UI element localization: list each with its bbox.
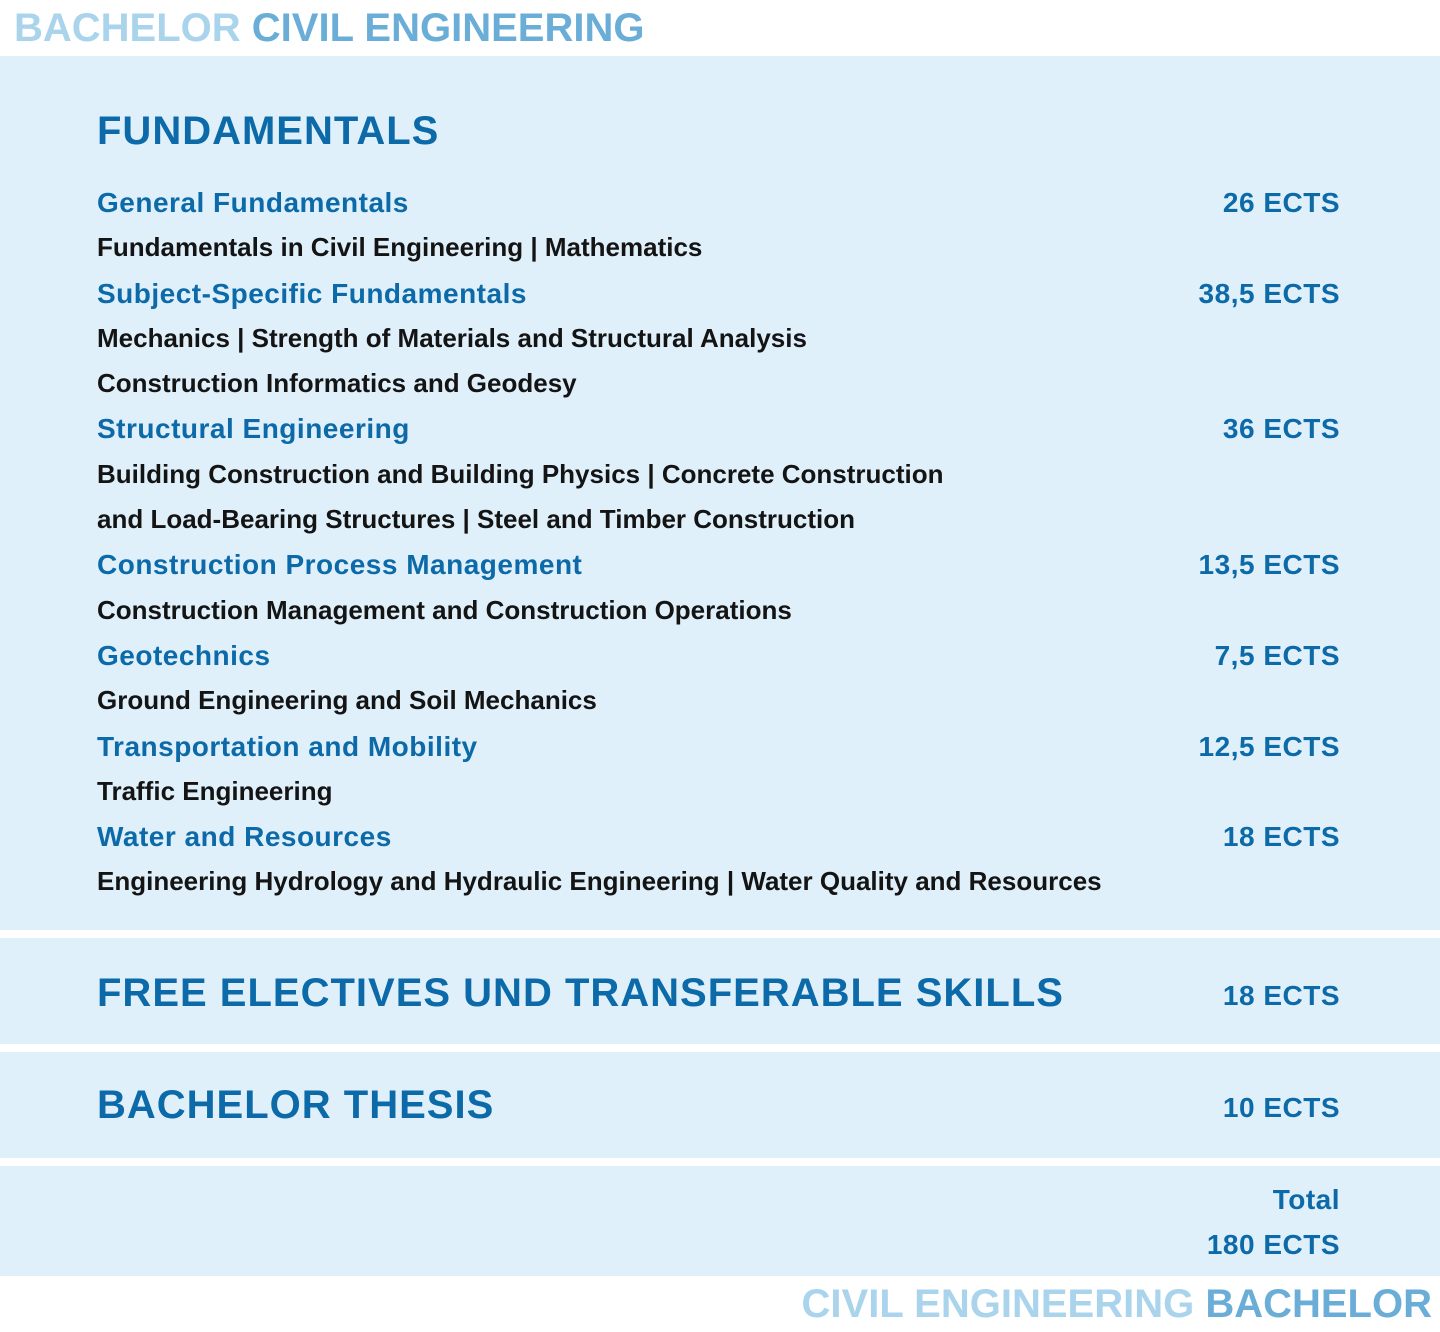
module-line: Ground Engineering and Soil Mechanics xyxy=(97,685,597,716)
total-panel xyxy=(0,1166,1440,1276)
page-title xyxy=(14,4,644,52)
module-line: Construction Informatics and Geodesy xyxy=(97,368,577,399)
category-name: Transportation and Mobility xyxy=(97,730,478,762)
fundamentals-heading: FUNDAMENTALS xyxy=(97,109,440,153)
category-ects: 18 ECTS xyxy=(1222,821,1340,853)
thesis-heading: BACHELOR THESIS xyxy=(97,1083,495,1127)
category-ects: 26 ECTS xyxy=(1222,187,1340,218)
module-line: Mechanics | Strength of Materials and Structural Analysis xyxy=(97,322,807,353)
category-ects: 36 ECTS xyxy=(1222,413,1340,445)
fundamentals-list xyxy=(97,180,1340,905)
free-electives-panel xyxy=(0,938,1440,1044)
footer-title-part2: BACHELOR xyxy=(1205,1282,1432,1326)
thesis-panel xyxy=(0,1052,1440,1158)
total-value: 180 ECTS xyxy=(1206,1229,1340,1260)
page-title-part2: CIVIL ENGINEERING xyxy=(251,6,645,50)
category-ects: 13,5 ECTS xyxy=(1198,549,1340,581)
category-ects: 12,5 ECTS xyxy=(1198,730,1340,762)
module-line: Building Construction and Building Physics | Concrete Construction xyxy=(97,458,944,489)
module-line: and Load-Bearing Structures | Steel and Timber Construction xyxy=(97,504,856,535)
category-row xyxy=(97,180,1340,225)
footer-title-part1: CIVIL ENGINEERING xyxy=(801,1282,1195,1326)
category-ects: 38,5 ECTS xyxy=(1198,277,1340,309)
category-name: Subject-Specific Fundamentals xyxy=(97,277,527,309)
category-row xyxy=(97,814,1340,859)
footer-title xyxy=(802,1280,1432,1328)
free-electives-ects: 18 ECTS xyxy=(1222,980,1340,1011)
module-line: Traffic Engineering xyxy=(97,775,333,806)
category-name: Construction Process Management xyxy=(97,549,583,581)
free-electives-heading: FREE ELECTIVES UND TRANSFERABLE SKILLS xyxy=(97,971,1064,1015)
category-name: Structural Engineering xyxy=(97,413,410,445)
category-name: General Fundamentals xyxy=(97,187,409,218)
fundamentals-panel xyxy=(0,56,1440,930)
category-row xyxy=(97,406,1340,451)
module-line: Construction Management and Construction Operations xyxy=(97,594,792,625)
thesis-ects: 10 ECTS xyxy=(1222,1092,1340,1123)
category-name: Water and Resources xyxy=(97,821,392,853)
category-row xyxy=(97,724,1340,769)
category-row xyxy=(97,542,1340,587)
category-name: Geotechnics xyxy=(97,639,271,671)
module-line: Engineering Hydrology and Hydraulic Engineering | Water Quality and Resources xyxy=(97,866,1102,897)
module-line: Fundamentals in Civil Engineering | Mathematics xyxy=(97,232,703,263)
page-title-part1: BACHELOR xyxy=(14,6,241,50)
category-row xyxy=(97,271,1340,316)
category-ects: 7,5 ECTS xyxy=(1214,639,1340,671)
total-label: Total xyxy=(1272,1184,1340,1215)
category-row xyxy=(97,633,1340,678)
